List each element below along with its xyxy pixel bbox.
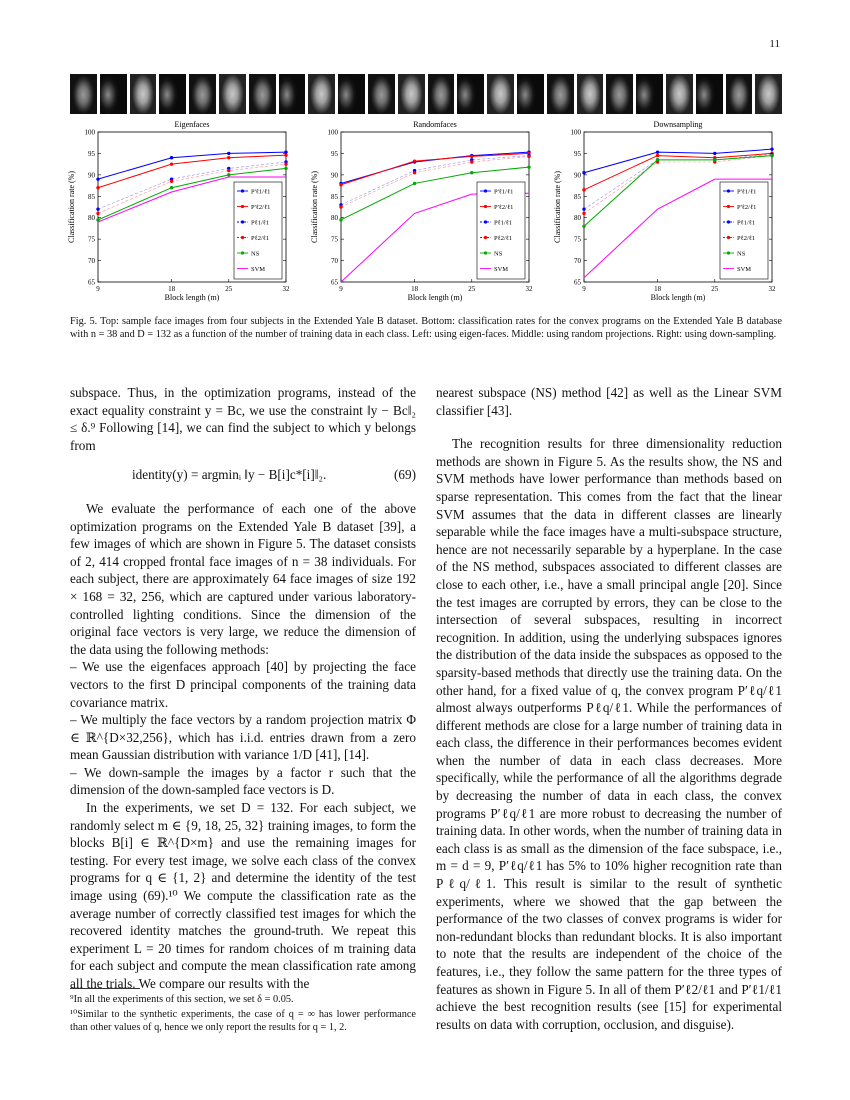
y-tick-label: 65 <box>88 278 95 287</box>
legend-label: SVM <box>251 266 266 273</box>
legend-label: P'ℓ1/ℓ1 <box>737 188 757 196</box>
data-point <box>582 171 585 174</box>
y-tick-label: 95 <box>88 149 95 158</box>
series-line <box>584 149 772 173</box>
y-tick-label: 90 <box>331 171 338 180</box>
y-tick-label: 90 <box>574 171 581 180</box>
face-thumbnail <box>696 74 723 114</box>
data-point <box>470 155 473 158</box>
legend-marker <box>241 236 244 239</box>
bullet-random-projection: – We multiply the face vectors by a random projection matrix Φ ∈ ℝ^{D×32,256}, which has i.i.d. entries drawn from a zero mean Gaussian distribution with variance 1/D [41], [14]. <box>70 712 416 763</box>
data-point <box>656 154 659 157</box>
data-point <box>96 177 99 180</box>
data-point <box>96 207 99 210</box>
chart-panel <box>310 120 533 302</box>
left-paragraph-3: In the experiments, we set D = 132. For each subject, we randomly select m ∈ {9, 18, 25, 32} training images, to form the blocks B[i] ∈ ℝ^{D×m} and use the remaining images for testing. For every test image, we solve each class of the convex programs for q ∈ {1, 2} and determine the identity of the test image using (69).¹⁰ We compute the classification rate as the average number of correctly classified test images for which the recovered identity matches the ground-truth. We repeat this experiment L = 20 times for random choices of m training data for each subject and compute the mean classification rate among all the trials. We compare our results with the <box>70 800 416 991</box>
legend-marker <box>484 220 487 223</box>
data-point <box>170 180 173 183</box>
y-tick-label: 80 <box>88 214 95 223</box>
data-point <box>339 205 342 208</box>
x-tick-label: 9 <box>339 285 343 293</box>
x-tick-label: 25 <box>711 285 719 293</box>
right-paragraph-1: nearest subspace (NS) method [42] as well as the Linear SVM classifier [43]. <box>436 385 782 418</box>
footnotes <box>70 988 416 1036</box>
footnote-rule <box>70 988 140 989</box>
data-point <box>527 155 530 158</box>
left-paragraph-2: We evaluate the performance of each one of the above optimization programs on the Extended Yale B dataset [39], a few images of which are shown in Figure 5. The dataset consists of 2, 414 cropped frontal face images of n = 38 individuals. For each subject, there are approximately 64 face images of size 192 × 168 = 32, 256, which are captured under various laboratory-controlled lighting conditions. Since the dimension of the original face vectors is very large, we reduce the dimension of the data using the following methods: <box>70 500 416 657</box>
face-thumbnail <box>726 74 753 114</box>
x-axis-label: Block length (m) <box>407 293 463 302</box>
legend-marker <box>727 205 730 208</box>
data-point <box>227 173 230 176</box>
y-tick-label: 80 <box>574 214 581 223</box>
data-point <box>227 169 230 172</box>
data-point <box>227 156 230 159</box>
x-tick-label: 32 <box>768 285 776 293</box>
figure-caption: Fig. 5. Top: sample face images from four subjects in the Extended Yale B dataset. Bottom: classification rates for the convex programs on the Extended Yale B database with n = 38 and D = 132 as a function of the number of training data in each class. Left: using eigen-faces. Middle: using random projections. Right: using down-sampling. <box>70 316 782 341</box>
y-tick-label: 65 <box>331 278 338 287</box>
face-thumbnail <box>398 74 425 114</box>
legend-label: SVM <box>494 266 509 273</box>
y-tick-label: 65 <box>574 278 581 287</box>
legend-box <box>477 182 525 279</box>
legend-box <box>720 182 768 279</box>
legend-label: Pℓ1/ℓ1 <box>737 219 756 227</box>
series-line <box>341 152 529 183</box>
face-thumbnail <box>130 74 157 114</box>
legend-marker <box>727 189 730 192</box>
legend-label: Pℓ1/ℓ1 <box>251 219 270 227</box>
y-tick-label: 75 <box>88 235 95 244</box>
data-point <box>713 158 716 161</box>
x-tick-label: 18 <box>168 285 176 293</box>
face-thumbnail <box>100 74 127 114</box>
chart-panel <box>67 120 290 302</box>
x-tick-label: 18 <box>411 285 419 293</box>
y-tick-label: 95 <box>331 149 338 158</box>
equation-body: identity(y) = argminᵢ ‖y − B[i]c*[i]‖₂. <box>132 467 327 483</box>
legend-marker <box>484 251 487 254</box>
y-tick-label: 85 <box>574 192 581 201</box>
face-thumbnail <box>547 74 574 114</box>
legend-label: P'ℓ2/ℓ1 <box>737 204 757 211</box>
y-tick-label: 85 <box>331 192 338 201</box>
face-thumbnail <box>606 74 633 114</box>
legend-marker <box>241 205 244 208</box>
legend-label: Pℓ1/ℓ1 <box>494 219 513 227</box>
y-tick-label: 70 <box>574 257 581 266</box>
equation-number: (69) <box>394 467 416 483</box>
data-point <box>582 212 585 215</box>
face-thumbnail <box>189 74 216 114</box>
data-point <box>527 165 530 168</box>
x-tick-label: 9 <box>582 285 586 293</box>
data-point <box>284 167 287 170</box>
x-tick-label: 25 <box>225 285 233 293</box>
data-point <box>713 152 716 155</box>
y-tick-label: 100 <box>327 128 338 137</box>
x-axis-label: Block length (m) <box>164 293 220 302</box>
x-axis-label: Block length (m) <box>650 293 706 302</box>
data-point <box>770 147 773 150</box>
face-thumbnail <box>755 74 782 114</box>
data-point <box>770 154 773 157</box>
face-thumbnail <box>308 74 335 114</box>
y-tick-label: 95 <box>574 149 581 158</box>
legend-label: NS <box>737 250 746 258</box>
data-point <box>582 188 585 191</box>
legend-label: NS <box>494 250 503 258</box>
y-axis-label: Classification rate (%) <box>310 171 319 243</box>
data-point <box>170 156 173 159</box>
data-point <box>170 162 173 165</box>
right-column <box>436 384 782 1033</box>
face-image-strip <box>70 74 782 114</box>
y-tick-label: 70 <box>331 257 338 266</box>
footnote-10: ¹⁰Similar to the synthetic experiments, the case of q = ∞ has lower performance than other values of q, hence we only report the results for q = 1, 2. <box>70 1009 416 1033</box>
legend-label: P'ℓ1/ℓ1 <box>251 188 271 196</box>
legend-label: NS <box>251 250 260 258</box>
bullet-eigenfaces: – We use the eigenfaces approach [40] by projecting the face vectors to the first D principal components of the training data covariance matrix. <box>70 659 416 710</box>
y-tick-label: 100 <box>570 128 581 137</box>
page-number: 11 <box>769 38 780 50</box>
face-thumbnail <box>219 74 246 114</box>
y-tick-label: 85 <box>88 192 95 201</box>
data-point <box>582 207 585 210</box>
legend-marker <box>241 189 244 192</box>
legend-label: P'ℓ2/ℓ1 <box>251 204 271 211</box>
legend-label: SVM <box>737 266 752 273</box>
legend-marker <box>727 251 730 254</box>
face-thumbnail <box>249 74 276 114</box>
data-point <box>284 153 287 156</box>
x-tick-label: 32 <box>282 285 290 293</box>
y-tick-label: 80 <box>331 214 338 223</box>
data-point <box>339 218 342 221</box>
data-point <box>96 212 99 215</box>
data-point <box>284 150 287 153</box>
data-point <box>413 171 416 174</box>
legend-box <box>234 182 282 279</box>
data-point <box>413 182 416 185</box>
x-tick-label: 25 <box>468 285 476 293</box>
x-tick-label: 18 <box>654 285 662 293</box>
legend-marker <box>241 251 244 254</box>
y-axis-label: Classification rate (%) <box>67 171 76 243</box>
y-tick-label: 100 <box>84 128 95 137</box>
face-thumbnail <box>428 74 455 114</box>
data-point <box>170 186 173 189</box>
face-thumbnail <box>636 74 663 114</box>
data-point <box>656 150 659 153</box>
legend-label: Pℓ2/ℓ1 <box>251 235 270 242</box>
legend-marker <box>727 220 730 223</box>
legend-marker <box>241 220 244 223</box>
data-point <box>470 171 473 174</box>
face-thumbnail <box>457 74 484 114</box>
y-tick-label: 90 <box>88 171 95 180</box>
data-point <box>413 159 416 162</box>
legend-label: P'ℓ1/ℓ1 <box>494 188 514 196</box>
face-thumbnail <box>338 74 365 114</box>
legend-marker <box>484 205 487 208</box>
face-thumbnail <box>368 74 395 114</box>
legend-label: P'ℓ2/ℓ1 <box>494 204 514 211</box>
footnote-9: ⁹In all the experiments of this section, we set δ = 0.05. <box>70 994 294 1005</box>
figure-charts <box>62 118 792 310</box>
left-paragraph-1: subspace. Thus, in the optimization programs, instead of the exact equality constraint y = Bc, we use the constraint ‖y − Bc‖₂ ≤ δ.⁹ Following [14], we can find the subject to which y belongs from <box>70 385 416 453</box>
face-thumbnail <box>487 74 514 114</box>
x-tick-label: 9 <box>96 285 100 293</box>
data-point <box>227 152 230 155</box>
right-paragraph-2: The recognition results for three dimensionality reduction methods are shown in Figure 5. As the results show, the NS and SVM methods have lower performance than methods based on sparse representation. This comes from the fact that the linear SVM assumes that the data in different classes are linearly separable while the face images have a multi-subspace structure, hence are not necessarily separable by a hyperplane. In the case of the NS method, subspaces associated to different classes are close to each other, i.e., have a small principal angle [20]. Since the test images are corrupted by errors, they can be close to the intersection of several subspaces, resulting in incorrect recognition. In addition, using the underlying subspaces ignores the distribution of the data inside the subspaces as opposed to the sparsity-based methods that directly use the training data. On the other hand, for a fixed value of q, the convex program P′ℓq/ℓ1 almost always outperforms Pℓq/ℓ1. While the performances of different methods are close for a large number of training data in each class, the difference in their performances becomes evident when the number of data in each class decreases. More specifically, while the performance of all the algorithms degrade by decreasing the number of data in each class, the convex programs P′ℓq/ℓ1 are more robust to decreasing the number of training data. In other words, when the number of training data in each class is as small as the dimension of the face subspace, i.e., m = d = 9, P′ℓq/ℓ1 has 5% to 10% higher recognition rate than Pℓq/ℓ1. This result is similar to the result of synthetic experiments, where we showed that the gap between the performance of the two classes of convex programs is wider for non-redundant blocks than redundant blocks. It is also important to note that the results are independent of the choice of the features, i.e., they follow the same pattern for the three types of features as shown in Figure 5. In all of them P′ℓ2/ℓ1 and P′ℓ1/ℓ1 achieve the best recognition results (see [15] for experimental results on data with corruption, occlusion, and disguise). <box>436 436 782 1032</box>
face-thumbnail <box>159 74 186 114</box>
data-point <box>96 186 99 189</box>
face-thumbnail <box>517 74 544 114</box>
legend-label: Pℓ2/ℓ1 <box>737 235 756 242</box>
equation-69 <box>70 466 416 484</box>
face-thumbnail <box>577 74 604 114</box>
legend-label: Pℓ2/ℓ1 <box>494 235 513 242</box>
data-point <box>656 158 659 161</box>
y-tick-label: 75 <box>574 235 581 244</box>
face-thumbnail <box>70 74 97 114</box>
left-column <box>70 384 416 993</box>
chart-title: Randomfaces <box>413 120 457 129</box>
legend-marker <box>727 236 730 239</box>
data-point <box>470 160 473 163</box>
y-tick-label: 75 <box>331 235 338 244</box>
face-thumbnail <box>666 74 693 114</box>
x-tick-label: 32 <box>525 285 533 293</box>
y-axis-label: Classification rate (%) <box>553 171 562 243</box>
chart-title: Eigenfaces <box>174 120 210 129</box>
data-point <box>582 225 585 228</box>
face-thumbnail <box>279 74 306 114</box>
chart-title: Downsampling <box>653 120 703 129</box>
data-point <box>339 183 342 186</box>
bullet-downsampling: – We down-sample the images by a factor r such that the dimension of the down-sampled face vectors is D. <box>70 764 416 798</box>
legend-marker <box>484 236 487 239</box>
legend-marker <box>484 189 487 192</box>
y-tick-label: 70 <box>88 257 95 266</box>
data-point <box>284 162 287 165</box>
chart-panel <box>553 120 776 302</box>
